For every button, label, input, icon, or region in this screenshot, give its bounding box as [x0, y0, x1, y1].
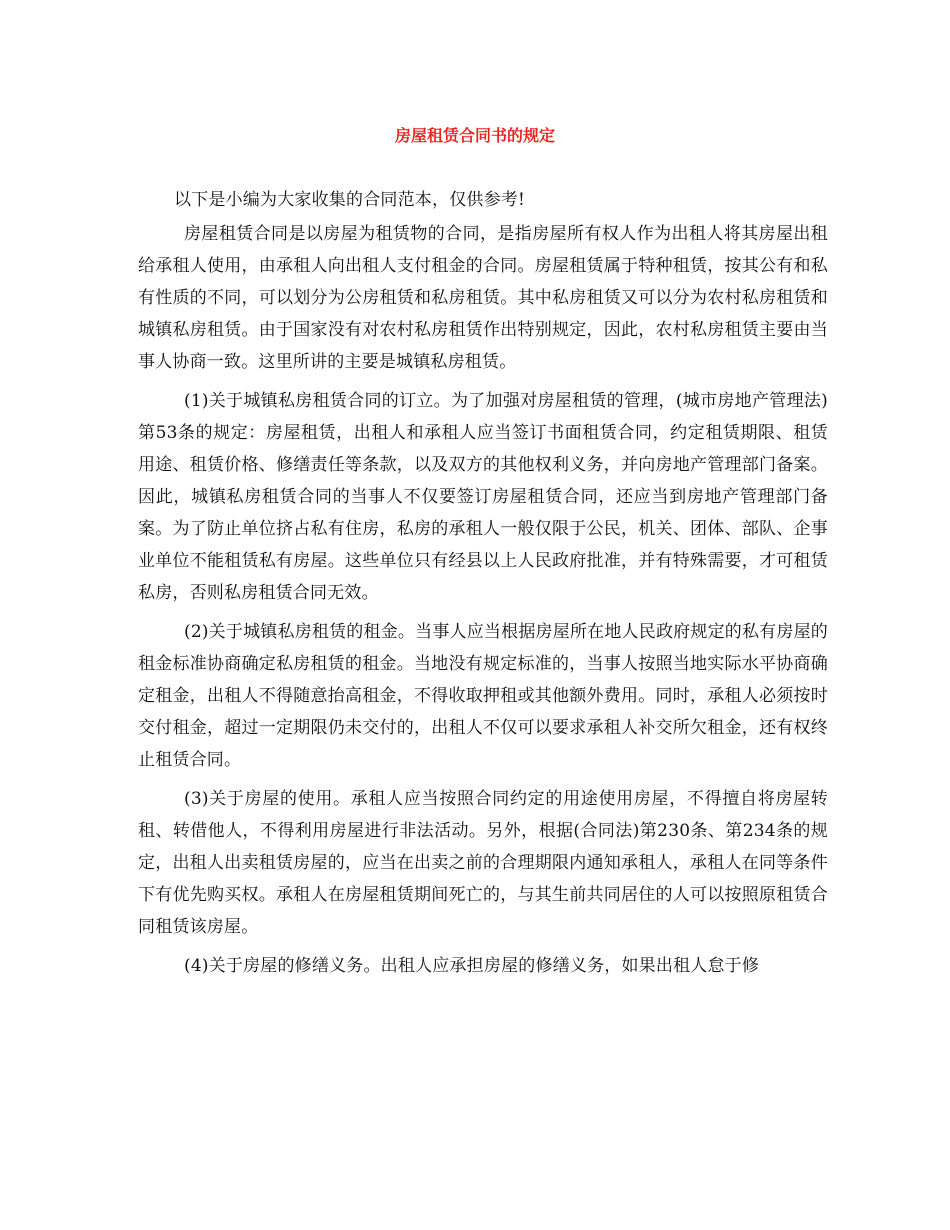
intro-paragraph: 以下是小编为大家收集的合同范本，仅供参考!: [174, 190, 526, 210]
paragraph-section-4: (4)关于房屋的修缮义务。出租人应承担房屋的修缮义务，如果出租人怠于修: [184, 956, 760, 976]
document-title: 房屋租赁合同书的规定: [394, 126, 555, 145]
paragraph-section-2: (2)关于城镇私房租赁的租金。当事人应当根据房屋所在地人民政府规定的私有房屋的租金标准协商确定私房租赁的租金。当地没有规定标准的，当事人按照当地实际水平协商确定租金，出租人不得随意抬高租金，不得收取押租或其他额外费用。同时，承租人必须按时交付租金，超过一定期限仍未交付的，出租人不仅可以要求承租人补交所欠租金，还有权终止租赁合同。: [138, 622, 828, 770]
paragraph-definition: 房屋租赁合同是以房屋为租赁物的合同，是指房屋所有权人作为出租人将其房屋出租给承租人使用，由承租人向出租人支付租金的合同。房屋租赁属于特种租赁，按其公有和私有性质的不同，可以划分为公房租赁和私房租赁。其中私房租赁又可以分为农村私房租赁和城镇私房租赁。由于国家没有对农村私房租赁作出特别规定，因此，农村私房租赁主要由当事人协商一致。这里所讲的主要是城镇私房租赁。: [138, 224, 828, 372]
document-body: [138, 184, 828, 989]
paragraph-section-1: (1)关于城镇私房租赁合同的订立。为了加强对房屋租赁的管理，(城市房地产管理法)第53条的规定：房屋租赁，出租人和承租人应当签订书面租赁合同，约定租赁期限、租赁用途、租赁价格、修缮责任等条款，以及双方的其他权利义务，并向房地产管理部门备案。因此，城镇私房租赁合同的当事人不仅要签订房屋租赁合同，还应当到房地产管理部门备案。为了防止单位挤占私有住房，私房的承租人一般仅限于公民，机关、团体、部队、企事业单位不能租赁私有房屋。这些单位只有经县以上人民政府批准，并有特殊需要，才可租赁私房，否则私房租赁合同无效。: [138, 391, 828, 603]
paragraph-section-3: (3)关于房屋的使用。承租人应当按照合同约定的用途使用房屋，不得擅自将房屋转租、转借他人，不得利用房屋进行非法活动。另外，根据(合同法)第230条、第234条的规定，出租人出卖租赁房屋的，应当在出卖之前的合理期限内通知承租人，承租人在同等条件下有优先购买权。承租人在房屋租赁期间死亡的，与其生前共同居住的人可以按照原租赁合同租赁该房屋。: [138, 789, 828, 937]
